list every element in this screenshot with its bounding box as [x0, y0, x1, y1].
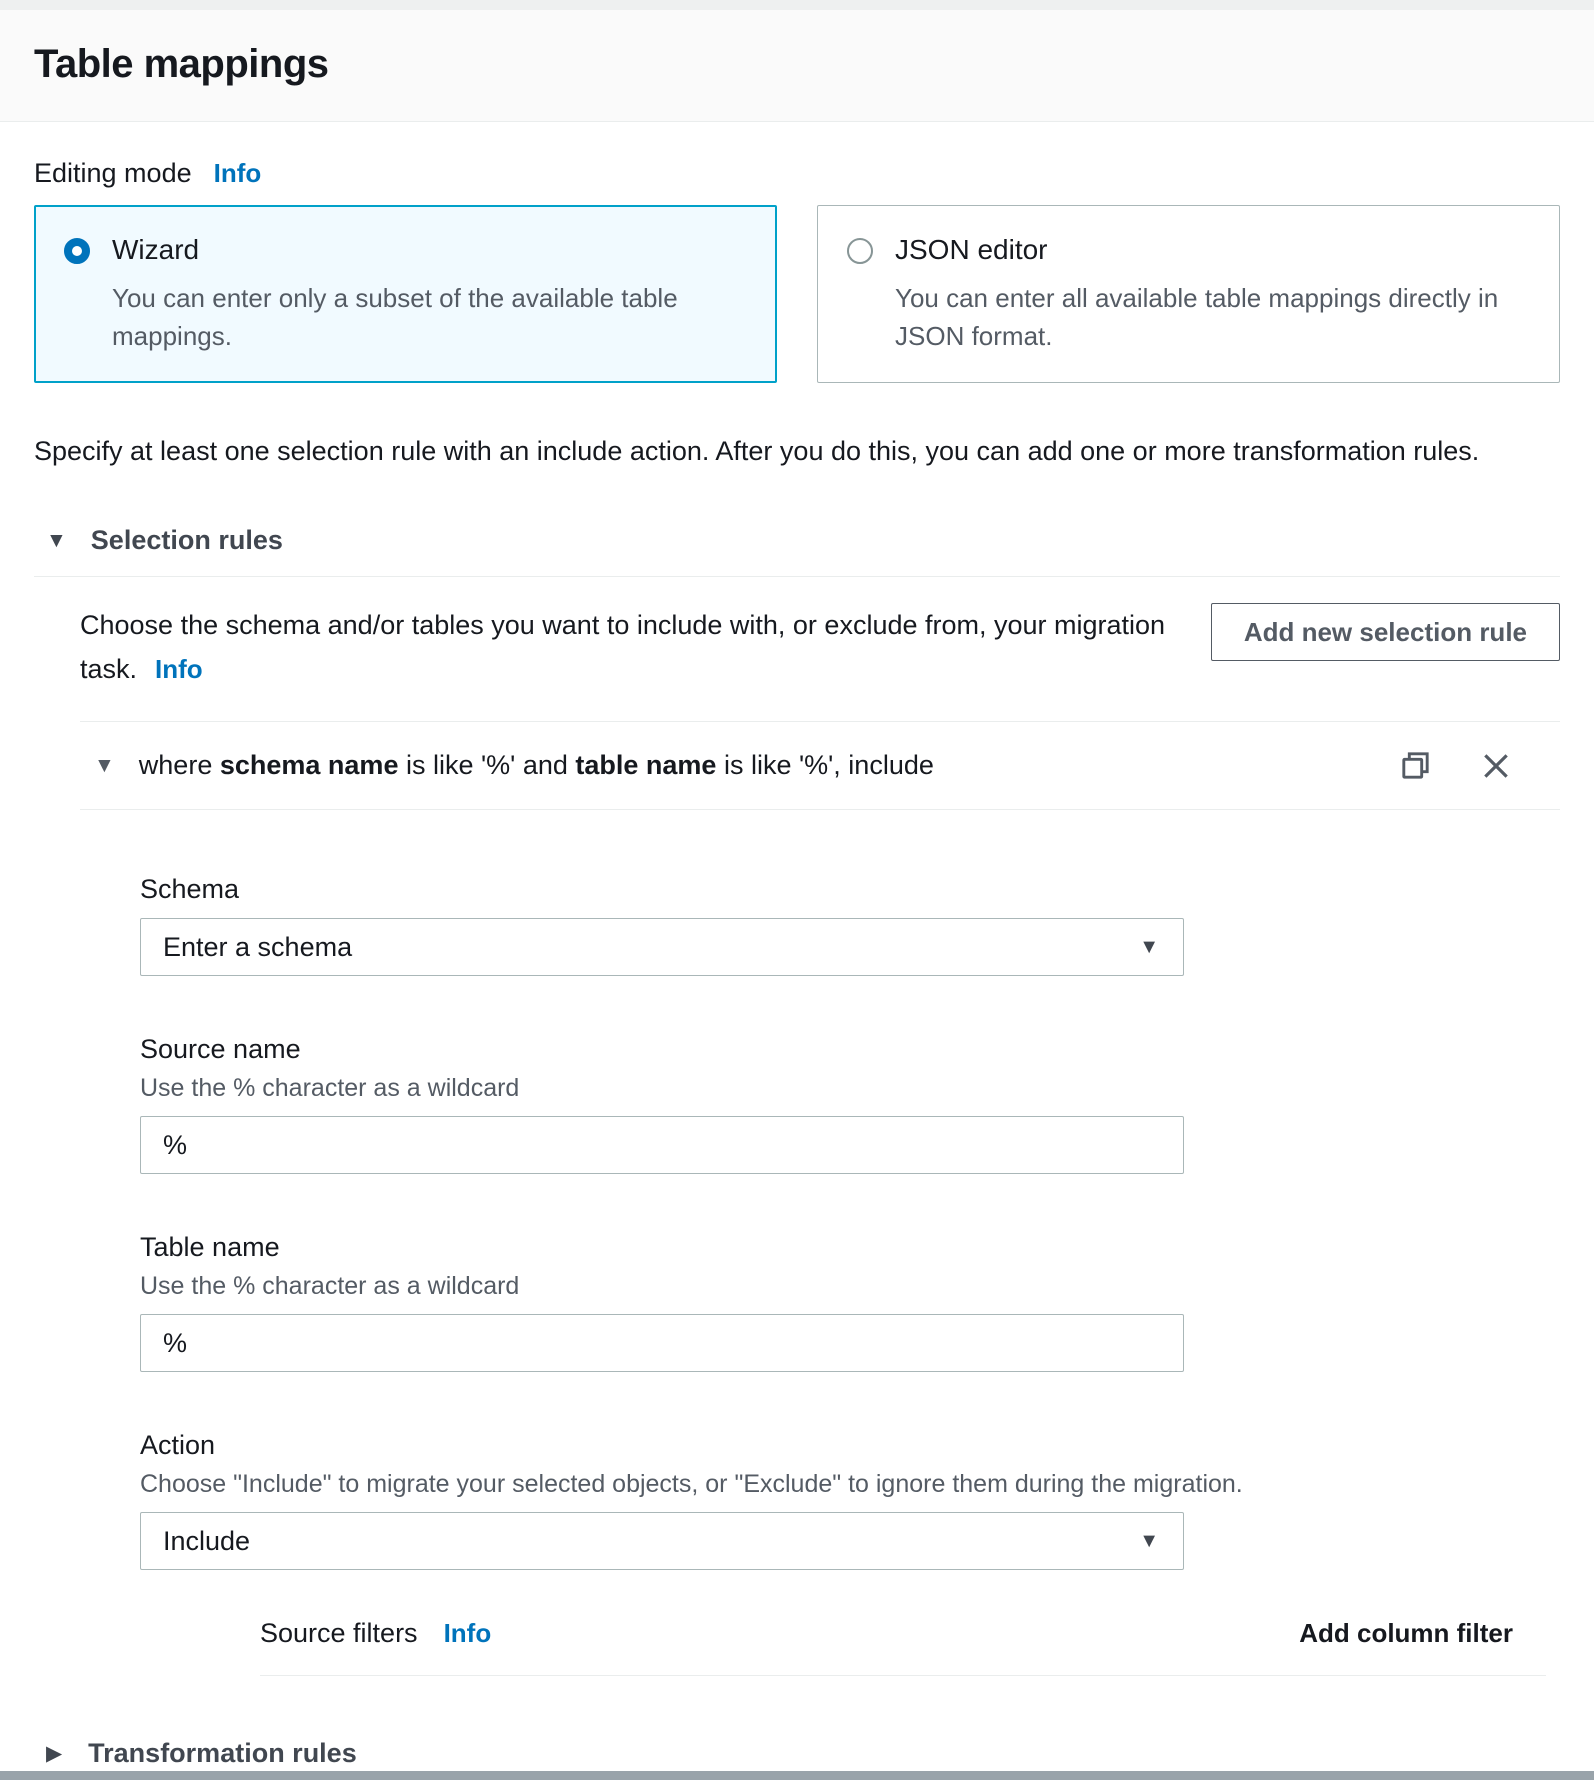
editing-mode-info-link[interactable]: Info [213, 158, 262, 188]
chevron-down-icon[interactable]: ▼ [94, 754, 115, 777]
action-hint: Choose "Include" to migrate your selected objects, or "Exclude" to ignore them during the migration. [140, 1470, 1243, 1498]
close-icon [1480, 750, 1512, 782]
selection-rule-header [80, 721, 1560, 810]
transformation-rules-section-header[interactable] [34, 1738, 1560, 1769]
table-name-label: Table name [140, 1232, 280, 1262]
chevron-right-icon[interactable]: ▶ [46, 1742, 63, 1765]
editing-mode-option-wizard[interactable] [34, 205, 777, 383]
selection-rules-info-link[interactable]: Info [155, 654, 203, 684]
add-column-filter-button[interactable]: Add column filter [1299, 1618, 1513, 1648]
action-select[interactable] [140, 1512, 1184, 1570]
action-select-value: Include [163, 1525, 251, 1556]
chevron-down-icon[interactable]: ▼ [46, 529, 67, 552]
action-label: Action [140, 1430, 216, 1460]
selection-rule-card [80, 721, 1560, 1676]
schema-label: Schema [140, 874, 240, 904]
json-editor-option-description: You can enter all available table mappings directly in JSON format. [895, 283, 1499, 351]
source-name-label: Source name [140, 1034, 301, 1064]
dropdown-caret-icon: ▼ [1139, 935, 1159, 958]
selection-rule-summary: where schema name is like '%' and table name is like '%', include [138, 750, 934, 780]
panel-header [0, 10, 1594, 122]
top-strip [0, 0, 1594, 10]
dropdown-caret-icon: ▼ [1139, 1529, 1159, 1552]
json-editor-option-label: JSON editor [895, 234, 1048, 265]
copy-icon [1399, 749, 1432, 782]
source-filters-info-link[interactable]: Info [443, 1618, 492, 1648]
selection-rules-description: Choose the schema and/or tables you want to include with, or exclude from, your migration task. Info [80, 610, 1166, 684]
bottom-scrollbar[interactable] [0, 1771, 1594, 1780]
page-title: Table mappings [34, 42, 329, 86]
source-filters-label: Source filters [260, 1618, 418, 1648]
schema-select[interactable] [140, 918, 1184, 976]
source-name-hint: Use the % character as a wildcard [140, 1074, 520, 1102]
editing-mode-label: Editing mode [34, 158, 192, 188]
table-mappings-panel [0, 158, 1594, 1769]
table-name-hint: Use the % character as a wildcard [140, 1272, 520, 1300]
schema-select-value: Enter a schema [163, 931, 353, 962]
wizard-option-description: You can enter only a subset of the available table mappings. [112, 283, 678, 351]
transformation-rules-title: Transformation rules [88, 1738, 357, 1768]
source-filters-divider [260, 1675, 1546, 1676]
editing-mode-option-json-editor[interactable] [817, 205, 1560, 383]
intro-text: Specify at least one selection rule with an include action. After you do this, you can add one or more transformation rules. [34, 436, 1480, 466]
copy-rule-button[interactable] [1399, 749, 1432, 782]
add-new-selection-rule-button[interactable]: Add new selection rule [1211, 603, 1560, 661]
radio-button-json-editor[interactable] [847, 238, 873, 264]
selection-rules-section-header[interactable] [34, 525, 1560, 577]
wizard-option-label: Wizard [112, 234, 200, 265]
selection-rules-title: Selection rules [90, 525, 283, 555]
radio-button-wizard[interactable] [64, 238, 90, 264]
table-name-input[interactable] [140, 1314, 1184, 1372]
source-name-input[interactable] [140, 1116, 1184, 1174]
remove-rule-button[interactable] [1480, 750, 1512, 782]
